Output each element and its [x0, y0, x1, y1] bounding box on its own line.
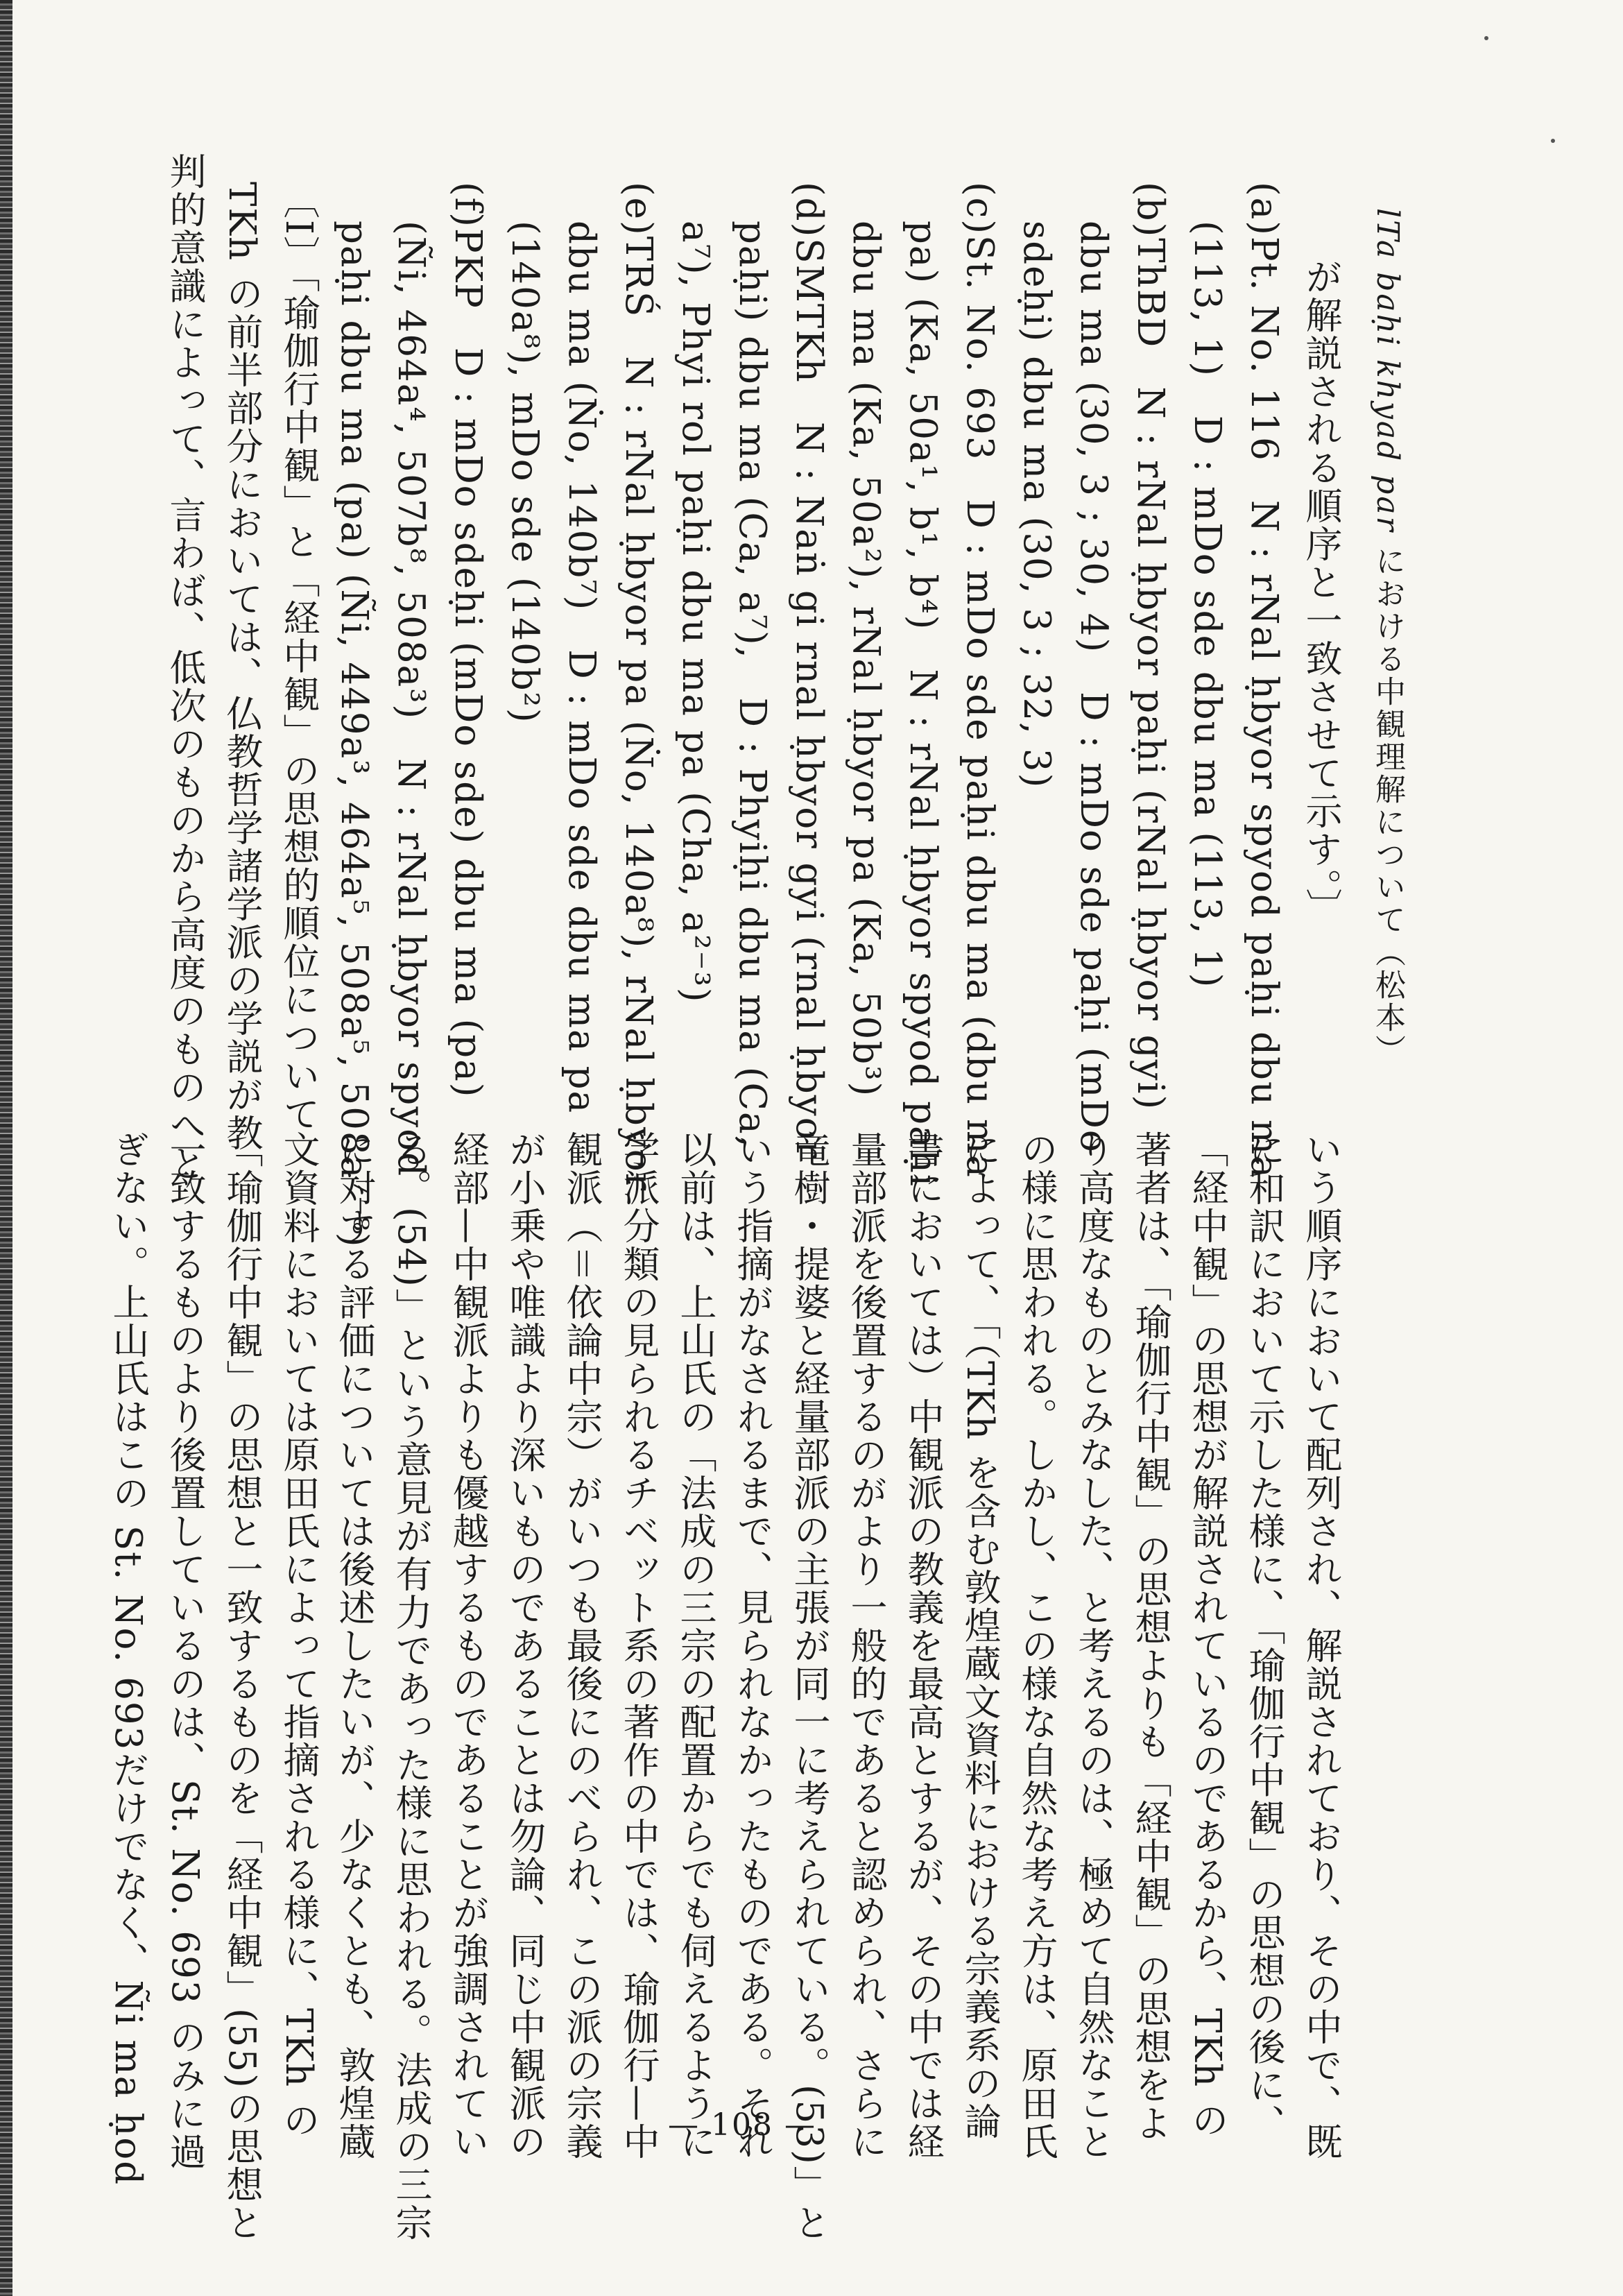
lower-line: いう指摘がなされるまで、見られなかったものである。それ: [731, 1131, 773, 2161]
lower-line: 学派分類の見られるチベット系の著作の中では、瑜伽行—中: [617, 1131, 660, 2161]
lower-line: 「瑜伽行中観」の思想と一致するものを「経中観」(55)の思想と: [221, 1131, 263, 2242]
upper-line: 判的意識によって、言わば、低次のものから高度のものへと: [164, 153, 206, 1183]
lower-line: いう順序において配列され、解説されており、その中で、既: [1300, 1131, 1342, 2161]
upper-line: pa) (Ka, 50a¹, b¹, b⁴) N : rNal ḥbyor spyod paḥi: [902, 221, 944, 1188]
lower-line: 竜樹・提婆と経量部派の主張が同一に考えられている。(53)」と: [788, 1131, 830, 2242]
lower-line: 以前は、上山氏の「法成の三宗の配置からでも伺えるように: [674, 1131, 716, 2161]
lower-line: によって、「（TKh を含む敦煌蔵文資料における宗義系の論: [959, 1131, 1001, 2141]
lower-line: ぎない。上山氏はこの St. No. 693だけでなく、Ñi ma ḥod: [107, 1131, 149, 2186]
upper-line: (d)SMTKh N : Naṅ gi rnal ḥbyor gyi (rnal ḥbyor: [788, 182, 830, 1160]
upper-line: dbu ma (30, 3 ; 30, 4) D : mDo sde paḥi (mDo: [1072, 221, 1115, 1154]
upper-line: (b)ThBD N : rNal ḥbyor paḥi (rNal ḥbyor gyi): [1129, 182, 1171, 1111]
upper-line: が解説される順序と一致させて示す。〕: [1300, 258, 1342, 927]
page-number: — 108 —: [668, 2107, 816, 2143]
lower-line: 書においては）中観派の教義を最高とするが、その中では経: [902, 1131, 944, 2161]
header-title-rest: における中観理解について（松本）: [1370, 533, 1405, 1067]
scan-speck: [1551, 139, 1555, 143]
upper-line: (f)PKP D : mDo sdeḥi (mDo sde) dbu ma (pa): [447, 182, 489, 1099]
upper-line: sdeḥi) dbu ma (30, 3 ; 32, 3): [1015, 221, 1058, 789]
upper-line: (113, 1) D : mDo sde dbu ma (113, 1): [1186, 221, 1228, 989]
running-header: [1361, 208, 1409, 1179]
upper-line: a⁷), Phyi rol paḥi dbu ma pa (Cha, a²⁻³): [674, 221, 716, 1004]
upper-line: (c)St. No. 693 D : mDo sde paḥi dbu ma (dbu ma: [959, 182, 1001, 1179]
lower-line: る。(54)」という意見が有力であった様に思われる。法成の三宗: [390, 1131, 432, 2242]
upper-line: 〔I〕「瑜伽行中観」と「経中観」の思想的順位について: [277, 182, 320, 1133]
lower-line: 観派（＝依論中宗）がいつも最後にのべられ、この派の宗義: [560, 1131, 603, 2161]
lower-line: 経部—中観派よりも優越するものであることが強調されてい: [447, 1131, 489, 2161]
lower-line: に対する評価については後述したいが、少なくとも、敦煌蔵: [333, 1131, 375, 2161]
scan-speck: [1484, 36, 1488, 40]
upper-line: dbu ma (Ka, 50a²), rNal ḥbyor pa (Ka, 50b³): [845, 221, 887, 1098]
upper-line: (e)TRŚ N : rNal ḥbyor pa (Ṅo, 140a⁸), rNal ḥbyor: [617, 182, 660, 1192]
upper-line: paḥi dbu ma (pa) (Ñi, 449a³, 464a⁵, 508a⁵, 508a⁷⁻⁸): [333, 221, 375, 1249]
lower-line: り高度なものとみなした、と考えるのは、極めて自然なこと: [1072, 1131, 1115, 2161]
lower-line: に和訳において示した様に、「瑜伽行中観」の思想の後に、: [1243, 1131, 1285, 2143]
upper-line: dbu ma (Ṅo, 140b⁷) D : mDo sde dbu ma pa: [560, 221, 603, 1115]
lower-line: 著者は、「瑜伽行中観」の思想よりも「経中観」の思想をよ: [1129, 1131, 1171, 2143]
lower-line: 「経中観」の思想が解説されているのであるから、TKh の: [1186, 1131, 1228, 2139]
upper-line: (Ñi, 464a⁴, 507b⁸, 508a³) N : rNal ḥbyor spyod: [390, 221, 432, 1178]
lower-line: 一致するものより後置しているのは、St. No. 693 のみに過: [164, 1131, 206, 2171]
upper-line: TKh の前半部分においては、仏教哲学諸学派の学説が教: [221, 182, 263, 1152]
scan-edge: [0, 0, 12, 2296]
lower-line: 量部派を後置するのがより一般的であると認められ、さらに: [845, 1131, 887, 2161]
lower-line: の様に思われる。しかし、この様な自然な考え方は、原田氏: [1015, 1131, 1058, 2161]
upper-line: (140a⁸), mDo sde (140b²): [504, 221, 546, 724]
lower-line: が小乗や唯識より深いものであることは勿論、同じ中観派の: [504, 1131, 546, 2161]
upper-line: paḥi) dbu ma (Ca, a⁷), D : Phyiḥi dbu ma (Ca,: [731, 221, 773, 1149]
lower-line: 文資料においては原田氏によって指摘される様に、TKh の: [277, 1131, 320, 2139]
header-title-italic: lTa baḥi khyad par: [1370, 208, 1405, 533]
upper-line: (a)Pt. No. 116 N : rNal ḥbyor spyod paḥi dbu ma: [1243, 182, 1285, 1179]
